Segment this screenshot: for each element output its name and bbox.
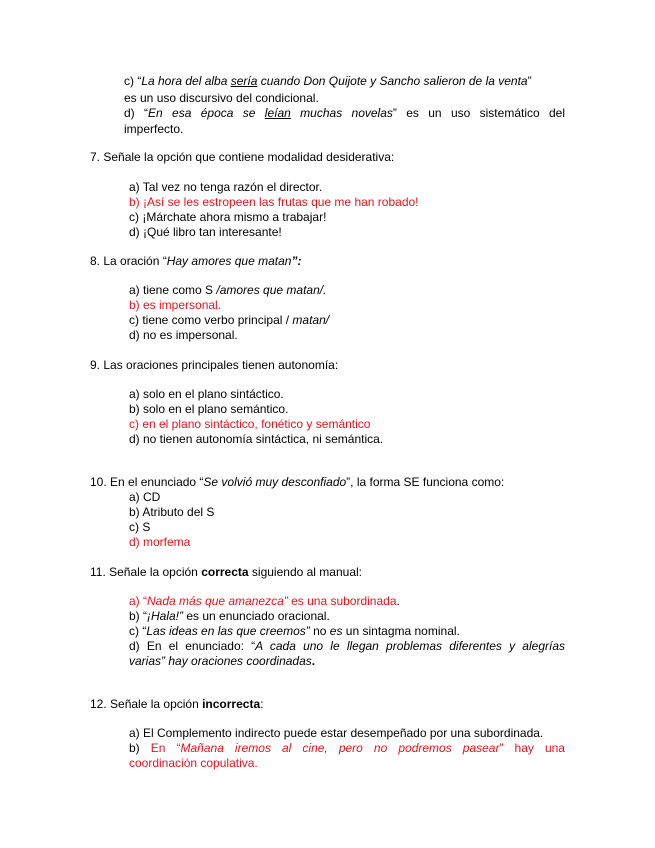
q9-option-b: b) solo en el plano semántico. — [129, 402, 289, 416]
q9-option-d: d) no tienen autonomía sintáctica, ni semántica. — [129, 432, 384, 446]
q12-stem: 12. Señale la opción incorrecta: — [90, 697, 264, 711]
q12-option-a: a) El Complemento indirecto puede estar desempeñado por una subordinada. — [129, 726, 544, 740]
q6-option-d: d) “En esa época se leían muchas novelas” es un uso sistemático del — [124, 106, 566, 120]
q7-option-c: c) ¡Márchate ahora mismo a trabajar! — [129, 210, 327, 224]
q6-option-c: c) “La hora del alba sería cuando Don Quijote y Sancho salieron de la venta” — [124, 74, 532, 88]
q10-option-c: c) S — [129, 520, 151, 534]
q7-option-b: b) ¡Así se les estropeen las frutas que me han robado! — [129, 195, 419, 209]
q10-option-a: a) CD — [129, 490, 161, 504]
q8-option-a: a) tiene como S /amores que matan/. — [129, 283, 327, 297]
q10-option-d: d) morfema — [129, 535, 191, 549]
q12-option-b-line2: coordinación copulativa. — [129, 756, 258, 770]
q8-stem: 8. La oración “Hay amores que matan”: — [90, 254, 302, 268]
q11-option-c: c) “Las ideas en las que creemos” no es un sintagma nominal. — [129, 624, 460, 638]
q7-option-a: a) Tal vez no tenga razón el director. — [129, 180, 323, 194]
q8-option-d: d) no es impersonal. — [129, 328, 238, 342]
q11-option-a: a) “Nada más que amanezca” es una subordinada. — [129, 594, 400, 608]
q10-stem: 10. En el enunciado “Se volvió muy desconfiado”, la forma SE funciona como: — [90, 475, 505, 489]
q8-option-b: b) es impersonal. — [129, 298, 222, 312]
q6-option-c-line2: es un uso discursivo del condicional. — [124, 91, 319, 105]
q8-option-c: c) tiene como verbo principal / matan/ — [129, 313, 330, 327]
q6-option-d-line2: imperfecto. — [124, 122, 184, 136]
q12-option-b: b) En “Mañana iremos al cine, pero no podremos pasear” hay una — [129, 741, 565, 755]
q7-option-d: d) ¡Qué libro tan interesante! — [129, 225, 282, 239]
q7-stem: 7. Señale la opción que contiene modalidad desiderativa: — [90, 150, 395, 164]
q9-option-a: a) solo en el plano sintáctico. — [129, 387, 284, 401]
q10-option-b: b) Atributo del S — [129, 505, 215, 519]
q11-option-d-line2: varias” hay oraciones coordinadas. — [129, 654, 316, 668]
q9-stem: 9. Las oraciones principales tienen autonomía: — [90, 358, 339, 372]
q11-stem: 11. Señale la opción correcta siguiendo al manual: — [90, 565, 362, 579]
q9-option-c: c) en el plano sintáctico, fonético y semántico — [129, 417, 371, 431]
q11-option-b: b) “¡Hala!” es un enunciado oracional. — [129, 609, 330, 623]
q11-option-d: d) En el enunciado: “A cada uno le llegan problemas diferentes y alegrías — [129, 639, 565, 653]
